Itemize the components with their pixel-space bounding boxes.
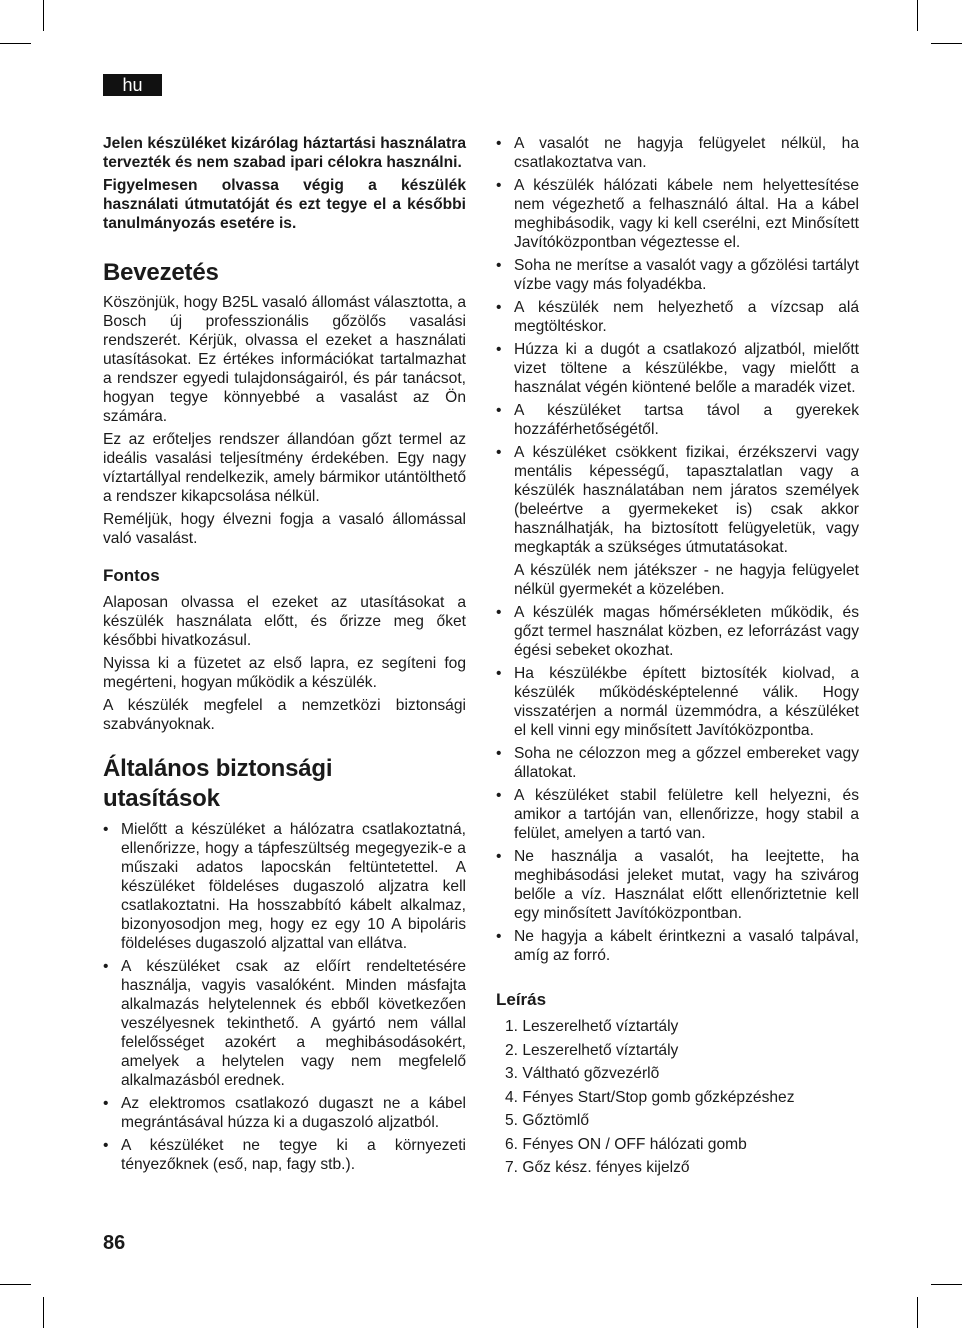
bullet-icon: •	[496, 135, 502, 152]
bullet-icon: •	[103, 1095, 109, 1112]
list-item	[496, 847, 859, 923]
subsection-title-leiras: Leírás	[496, 990, 547, 1009]
bullet-icon: •	[496, 787, 502, 804]
crop-mark	[43, 1297, 44, 1328]
page-number: 86	[103, 1232, 126, 1254]
list-item	[496, 744, 859, 782]
parts-list-item: 4. Fényes Start/Stop gomb gőzképzéshez	[505, 1088, 795, 1106]
bullet-icon: •	[496, 341, 502, 358]
list-item-text: A készülék nem helyezhető a vízcsap alá megtöltéskor.	[514, 299, 859, 335]
list-item-text: A készüléket csak az előírt rendeltetésére használja, vagyis vasalóként. Minden másfajta alkalmazás helytelennek és ebből következően veszélyesnek tekinthető. A gyártó nem vállal felelősséget azokért a meghibásodásokért, amelyek a helytelen vagy nem megfelelő alkalmazásból erednek.	[121, 958, 466, 1089]
bullet-icon: •	[496, 444, 502, 461]
list-item	[496, 927, 859, 965]
paragraph: Alaposan olvassa el ezeket az utasításokat a készülék használata előtt, és őrizze meg őket későbbi hivatkozásul.	[103, 594, 466, 649]
crop-mark	[917, 0, 918, 31]
bullet-icon: •	[496, 177, 502, 194]
list-item	[496, 664, 859, 740]
list-item-text: Az elektromos csatlakozó dugaszt ne a kábel megrántásával húzza ki a dugaszoló aljzatból.	[121, 1095, 466, 1131]
bullet-icon: •	[103, 958, 109, 975]
list-item-text: A készülék magas hőmérsékleten működik, és gőzt termel használat közben, ez leforrázást vagy égési sebeket okozhat.	[514, 604, 859, 659]
parts-list	[496, 1017, 859, 1177]
safety-list-continued	[496, 134, 859, 965]
list-item-text: A vasalót ne hagyja felügyelet nélkül, ha csatlakoztatva van.	[514, 135, 859, 171]
parts-list-item: 1. Leszerelhető víztartály	[505, 1018, 679, 1035]
list-item-text: Soha ne célozzon meg a gőzzel embereket vagy állatokat.	[514, 745, 859, 781]
list-item	[496, 603, 859, 660]
section-title-bevezetes: Bevezetés	[103, 259, 219, 286]
list-item-text: Húzza ki a dugót a csatlakozó aljzatból, mielőtt vizet töltene a készülékbe, vagy mielőtt a használat végén kiöntené belőle a maradék vizet.	[514, 341, 859, 396]
parts-list-item: 5. Gőztömlő	[505, 1112, 590, 1129]
list-item	[103, 1094, 466, 1132]
bullet-icon: •	[496, 402, 502, 419]
list-item-text: A készüléket ne tegye ki a környezeti tényezőknek (eső, nap, fagy stb.).	[121, 1137, 466, 1173]
list-item	[496, 176, 859, 252]
list-item-text: Ha készülékbe épített biztosíték kiolvad, a készülék működésképtelenné válik. Hogy visszatérjen a normál üzemmódra, a készüléket el kell vinni egy minősített Javítóközpontba.	[514, 665, 859, 739]
parts-list-item: 2. Leszerelhető víztartály	[505, 1041, 679, 1059]
list-item	[496, 786, 859, 843]
list-item-text: A készüléket csökkent fizikai, érzékszervi vagy mentális képességű, tapasztalatlan vagy a készülék használatában nem járatos személyek (beleértve a gyermekeket is) csak akkor használhatják, ha biztosított felügyeletük, vagy megkapták a szükséges útmutatásokat.	[514, 444, 859, 556]
list-item-text: Soha ne merítse a vasalót vagy a gőzölési tartályt vízbe vagy más folyadékba.	[514, 257, 859, 293]
bullet-icon: •	[103, 1137, 109, 1154]
right-column	[496, 134, 859, 1182]
list-item-note: A készülék nem játékszer - ne hagyja felügyelet nélkül gyermekét a közelében.	[514, 562, 859, 598]
crop-mark	[917, 1297, 918, 1328]
bullet-icon: •	[496, 928, 502, 945]
crop-mark	[43, 0, 44, 31]
list-item-text: Ne használja a vasalót, ha leejtette, ha meghibásodási jeleket mutat, vagy ha szivárog belőle a víz. Használat előtt ellenőriztetnie kell egy minősített Javítóközpontban.	[514, 848, 859, 922]
crop-mark	[0, 1284, 31, 1285]
safety-list	[103, 820, 466, 1174]
list-item	[496, 340, 859, 397]
crop-mark	[0, 43, 31, 44]
paragraph: Reméljük, hogy élvezni fogja a vasaló állomással való vasalást.	[103, 511, 466, 547]
list-item-text: Ne hagyja a kábelt érintkezni a vasaló talpával, amíg az forró.	[514, 928, 859, 964]
left-column	[103, 134, 466, 1178]
paragraph: Ez az erőteljes rendszer állandóan gőzt termel az ideális vasalási teljesítmény érdekében. Egy nagy víztartállyal rendelkezik, amely bármikor utántölthető a rendszer kikapcsolása nélkül.	[103, 431, 466, 505]
language-tab: hu	[103, 74, 162, 96]
paragraph: Köszönjük, hogy B25L vasaló állomást választotta, a Bosch új professzionális gőzölős vasalási rendszerét. Kérjük, olvassa el ezeket a használati utasításokat. Ez értékes információkat tartalmazhat a rendszer egyedi tulajdonságairól, és pár tanácsot, hogyan tegye könnyebbé a vasalást az Ön számára.	[103, 294, 466, 425]
list-item-text: A készüléket stabil felületre kell helyezni, és amikor a tartóján van, ellenőrizze, hogy stabil a felület, amelyen a tartó van.	[514, 787, 859, 842]
paragraph: Nyissa ki a füzetet az első lapra, ez segíteni fog megérteni, hogyan működik a készülék.	[103, 655, 466, 691]
bullet-icon: •	[103, 821, 109, 838]
intro-paragraph: Jelen készüléket kizárólag háztartási használatra tervezték és nem szabad ipari célokra használni.	[103, 135, 466, 171]
intro-paragraph: Figyelmesen olvassa végig a készülék használati útmutatóját és ezt tegye el a későbbi tanulmányozás esetére is.	[103, 177, 466, 232]
bullet-icon: •	[496, 257, 502, 274]
section-title-line: utasítások	[103, 785, 220, 812]
bullet-icon: •	[496, 299, 502, 316]
section-title-line: Általános biztonsági	[103, 755, 333, 782]
parts-list-item: 7. Gőz kész. fényes kijelző	[505, 1159, 690, 1176]
subsection-title-fontos: Fontos	[103, 566, 160, 585]
list-item	[496, 401, 859, 439]
paragraph: A készülék megfelel a nemzetközi biztonsági szabványoknak.	[103, 697, 466, 733]
list-item	[496, 256, 859, 294]
crop-mark	[931, 43, 962, 44]
bullet-icon: •	[496, 848, 502, 865]
list-item-text: Mielőtt a készüléket a hálózatra csatlakoztatná, ellenőrizze, hogy a tápfeszültség megegyezik-e a műszaki adatos lapocskán feltüntetettel. A készüléket földeléses dugaszoló aljzatra kell csatlakoztatni. Ha hosszabbító kábelt alkalmaz, bizonyosodjon meg, hogy ez egy 10 A bipoláris földeléses dugaszoló aljzattal van ellátva.	[121, 821, 466, 952]
list-item-text: A készüléket tartsa távol a gyerekek hozzáférhetőségétől.	[514, 402, 859, 438]
list-item	[496, 298, 859, 336]
list-item	[496, 443, 859, 599]
list-item	[103, 957, 466, 1090]
parts-list-item: 6. Fényes ON / OFF hálózati gomb	[505, 1135, 747, 1153]
parts-list-item: 3. Váltható gõzvezérlõ	[505, 1065, 660, 1082]
list-item	[103, 1136, 466, 1174]
list-item	[103, 820, 466, 953]
bullet-icon: •	[496, 604, 502, 621]
list-item-text: A készülék hálózati kábele nem helyettesítése nem végezhető a felhasználó által. Ha a kábel meghibásodik, vagy ki kell cserélni, ezt Minősített Javítóközpontban végeztesse el.	[514, 177, 859, 251]
section-title-safety	[103, 754, 466, 814]
bullet-icon: •	[496, 745, 502, 762]
crop-mark	[931, 1284, 962, 1285]
bullet-icon: •	[496, 665, 502, 682]
list-item	[496, 134, 859, 172]
